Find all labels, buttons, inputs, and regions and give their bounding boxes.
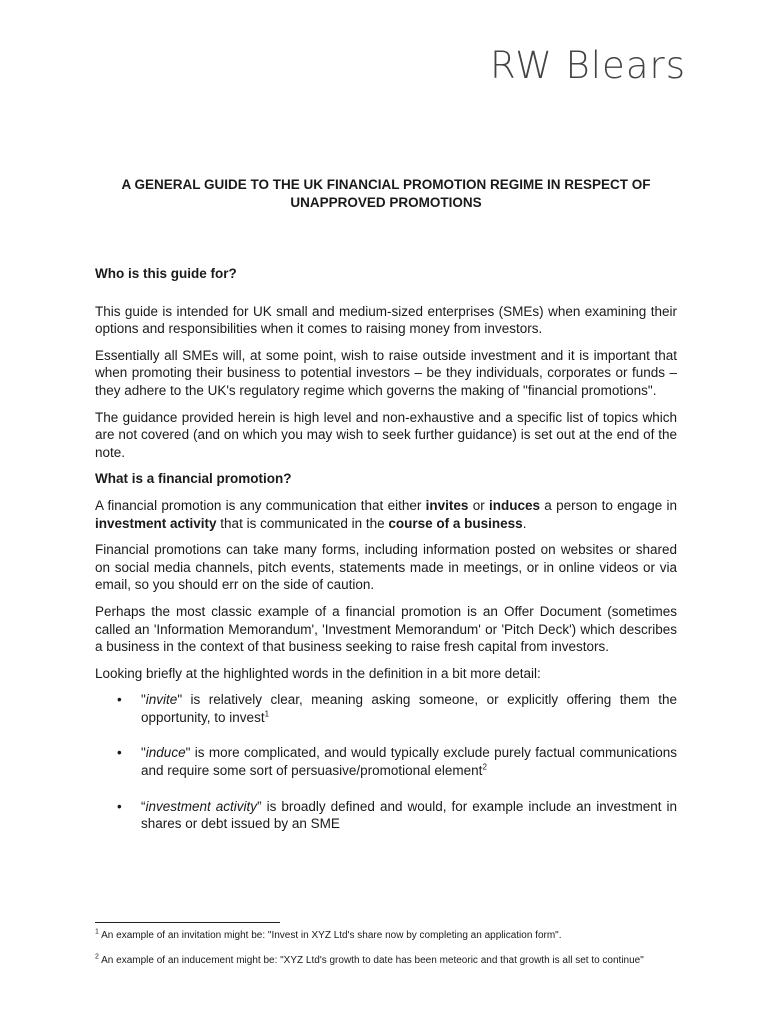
paragraph: This guide is intended for UK small and medium-sized enterprises (SMEs) when examining their options and responsibilities when it comes to raising money from investors. <box>95 303 677 337</box>
bold-term-invites: invites <box>425 497 469 513</box>
title-line-1: A GENERAL GUIDE TO THE UK FINANCIAL PROMOTION REGIME IN RESPECT OF <box>121 177 651 192</box>
footnote-number: 2 <box>95 953 99 961</box>
paragraph: The guidance provided herein is high level and non-exhaustive and a specific list of topics which are not covered (and on which you may wish to seek further guidance) is set out at the end of the note. <box>95 409 677 460</box>
footnote-text: An example of an invitation might be: "Invest in XYZ Ltd's share now by completing an application form". <box>101 930 562 941</box>
paragraph: Financial promotions can take many forms, including information posted on websites or shared on social media channels, pitch events, statements made in meetings, or in online videos or via email, so you should err on the side of caution. <box>95 542 677 593</box>
bullet-marker: • <box>117 745 122 761</box>
section-heading-what: What is a financial promotion? <box>95 471 292 487</box>
company-logo: RW Blears <box>490 44 686 87</box>
footnote-divider <box>95 922 280 923</box>
title-line-2: UNAPPROVED PROMOTIONS <box>290 195 482 210</box>
bold-term-investment-activity: investment activity <box>95 515 217 531</box>
text-run: a person to engage in <box>540 497 677 513</box>
text-run: or <box>468 497 489 513</box>
text-run: A financial promotion is any communication that either <box>95 497 426 513</box>
text-run: . <box>522 515 527 531</box>
paragraph: Perhaps the most classic example of a financial promotion is an Offer Document (sometimes called an 'Information Memorandum', 'Investment Memorandum' or 'Pitch Deck') which describes a business in the context of that business seeking to raise fresh capital from investors. <box>95 603 677 655</box>
italic-term: invite <box>145 692 178 708</box>
section-heading-who: Who is this guide for? <box>95 266 237 281</box>
footnote <box>95 955 685 968</box>
text-run: “ <box>141 798 146 814</box>
text-run: " <box>141 745 146 761</box>
footnote-text: An example of an inducement might be: "XYZ Ltd's growth to date has been meteoric and that growth is all set to continue" <box>101 955 644 966</box>
text-run: " is relatively clear, meaning asking someone, or explicitly offering them the opportunity, to invest <box>141 692 677 725</box>
footnote <box>95 930 685 943</box>
bullet-marker: • <box>117 798 122 814</box>
italic-term: induce <box>145 745 186 761</box>
definition-paragraph <box>95 497 677 532</box>
paragraph: Essentially all SMEs will, at some point, wish to raise outside investment and it is important that when promoting their business to potential investors – be they individuals, corporates or funds – they adhere to the UK's regulatory regime which governs the making of "financial promotions". <box>95 347 677 398</box>
italic-term: investment activity <box>145 798 258 814</box>
bold-term-course-of-business: course of a business <box>388 515 523 531</box>
footnote-ref: 1 <box>264 709 270 719</box>
bullet-item <box>95 691 677 726</box>
bullet-item <box>95 744 677 779</box>
text-run: ” is broadly defined and would, for example include an investment in shares or debt issued by an SME <box>141 798 677 832</box>
text-run: that is communicated in the <box>216 515 389 531</box>
document-title <box>95 176 677 212</box>
bullet-marker: • <box>117 692 122 708</box>
text-run: " <box>141 692 146 708</box>
bullet-item <box>95 798 677 833</box>
definition-bullets <box>95 691 677 833</box>
text-run: " is more complicated, and would typically exclude purely factual communications and require some sort of persuasive/promotional element <box>141 745 677 779</box>
paragraph: Looking briefly at the highlighted words in the definition in a bit more detail: <box>95 665 541 681</box>
bold-term-induces: induces <box>488 497 540 513</box>
footnote-number: 1 <box>95 928 99 936</box>
document-body <box>95 265 677 833</box>
footnote-ref: 2 <box>482 762 487 772</box>
